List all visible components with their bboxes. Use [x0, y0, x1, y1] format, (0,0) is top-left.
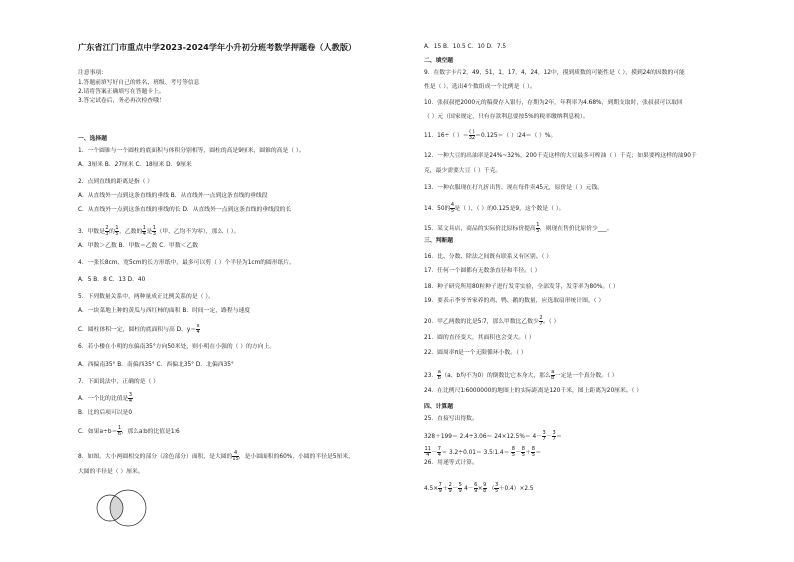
text-run: 328＋199＝ 2.4÷3.06＝ 24×12.5%＝ 4－	[424, 434, 542, 440]
text-run: A．西偏南35° B．南偏西35° C．西偏北35° D．北偏西35°	[78, 362, 234, 368]
text-run: （	[486, 486, 495, 492]
fraction-numerator: 1	[115, 225, 119, 231]
text-run: A．一块菜地上种的黄瓜与西红柿的面积 B．时间一定，路程与速度	[78, 308, 251, 314]
question-line	[424, 350, 527, 357]
question-line	[78, 393, 133, 404]
question-line	[78, 207, 291, 214]
text-run: ＋	[525, 450, 532, 456]
text-run: －	[546, 434, 552, 440]
fraction	[196, 324, 200, 335]
question-line	[424, 100, 683, 107]
question-line	[78, 226, 239, 237]
question-line	[424, 370, 618, 381]
question-line	[78, 193, 268, 200]
fraction-denominator: 4	[128, 398, 133, 404]
fraction-denominator: 5	[521, 452, 525, 458]
fraction-numerator: 2	[105, 225, 109, 231]
text-run: （ ）元（国家规定，只有存款利息要按5%的税率缴纳利息税）。	[424, 114, 589, 120]
fraction-numerator: 1	[536, 222, 540, 228]
text-run: 一、选择题	[78, 136, 107, 142]
text-run: 四、计算题	[424, 404, 453, 410]
text-run: ×	[477, 486, 483, 492]
text-run: ＝0.125＝（ ）∶24＝（ ）%。	[475, 133, 557, 139]
question-line	[78, 426, 180, 437]
question-line	[424, 185, 603, 192]
fraction-numerator: 1	[142, 225, 146, 231]
fraction-denominator: 6	[117, 431, 122, 437]
question-line	[78, 179, 153, 186]
fraction-denominator: 5	[494, 488, 499, 494]
fraction-numerator: 9	[483, 482, 487, 488]
text-run: （甲、乙均不为零），那么（ ）。	[156, 229, 240, 235]
fraction-numerator: 4	[450, 202, 455, 208]
fraction-denominator: 5	[536, 228, 540, 234]
fraction-numerator: 3	[552, 430, 556, 436]
fraction-denominator: 15	[232, 456, 239, 462]
section-heading	[424, 404, 453, 411]
question-line	[424, 44, 506, 51]
fraction-denominator: 9	[438, 488, 442, 494]
text-run: 12．一种大豆的出油率是24%~32%，200千克这样的大豆最多可榨油（ ）千克；如果要榨这样的油90千	[424, 153, 697, 159]
text-run: 性是（ ），选出4个数组成一个比例是（ ）。	[424, 84, 536, 90]
question-line	[424, 447, 541, 458]
fraction-numerator: 2	[448, 482, 452, 488]
text-run: 。（ ）	[543, 319, 560, 325]
fraction-denominator: 3	[152, 231, 156, 237]
text-run: A．15 B．10.5 C．10 D．7.5	[424, 44, 507, 50]
text-run: 24．在比例尺1∶6000000的地图上的实际距离是120千米，图上距离为20厘米。（ ）	[424, 388, 643, 394]
fraction-numerator: 2	[539, 315, 543, 321]
fraction-numerator: 8	[521, 446, 525, 452]
fraction-numerator: x	[196, 323, 200, 329]
text-run: 3．甲数是	[78, 229, 105, 235]
text-run: ＋0.4）×2.5	[498, 486, 534, 492]
question-line	[424, 254, 552, 261]
question-line	[424, 114, 589, 121]
fraction-denominator: 4	[196, 329, 200, 335]
section-heading	[424, 238, 453, 245]
text-run: 克，最少需要大豆（ ）千克。	[424, 168, 502, 174]
text-run: 21．圆的直径变大，其面积也会变大。（ ）	[424, 335, 535, 341]
question-line	[424, 203, 564, 214]
question-line	[424, 335, 535, 342]
fraction-denominator: 5	[511, 452, 515, 458]
question-line	[424, 316, 559, 327]
left-column	[78, 0, 390, 562]
text-run: 一定是一个真分数。（ ）	[554, 373, 618, 379]
fraction-denominator: 7	[552, 436, 556, 442]
question-line	[424, 153, 697, 160]
text-run: A．甲数＞乙数 B．甲数＝乙数 C．甲数＜乙数	[78, 243, 199, 249]
fraction-numerator: 4	[234, 450, 238, 456]
question-line	[424, 168, 501, 175]
text-run: 是	[146, 229, 153, 235]
question-line	[78, 162, 192, 169]
question-line	[78, 379, 159, 386]
text-run: 20．甲乙两数的比是5∶7，那么甲数比乙数少	[424, 319, 539, 325]
fraction-numerator: 1	[117, 425, 122, 431]
section-heading	[424, 58, 453, 65]
notice-item: 2.请将答案正确填写在答题卡上。	[78, 89, 165, 95]
question-line	[78, 344, 275, 351]
question-line	[78, 451, 354, 462]
fraction-numerator: 3	[542, 430, 546, 436]
fraction-numerator: ( )	[469, 129, 475, 135]
question-line	[424, 284, 619, 291]
fraction-denominator: 5	[115, 231, 119, 237]
text-run: C．圆柱体积一定，圆柱的底面积与高 D．y＝	[78, 327, 197, 333]
right-column	[424, 0, 744, 562]
text-run: 23．	[424, 373, 438, 379]
text-run: 9．在数字卡片2，49，51，1，17，4，24，12中，摸到质数的可能性是（ ），摸到24的因数的可能	[424, 70, 685, 76]
text-run: －	[431, 450, 438, 456]
fraction-denominator: b	[437, 375, 441, 381]
text-run: 17．任何一个圆都有无数条直径和半径。（ ）	[424, 268, 541, 274]
fraction-numerator: 5	[458, 482, 462, 488]
fraction-numerator: 1	[152, 225, 156, 231]
fraction-denominator: 5	[531, 452, 535, 458]
text-run: 15．某文具店，商品的实际价比原标价提高	[424, 226, 536, 232]
fraction-denominator: 9	[458, 488, 462, 494]
text-run: ，则现在售价比原价少___。	[539, 226, 613, 232]
fraction-denominator: 32	[468, 135, 476, 141]
text-run: 25．直接写出得数。	[424, 416, 478, 422]
question-line	[424, 416, 478, 423]
venn-figure	[94, 482, 154, 530]
question-line	[78, 243, 198, 250]
text-run: 的	[109, 229, 115, 235]
fraction-denominator: 8	[483, 488, 487, 494]
question-line	[78, 308, 250, 315]
question-line	[424, 388, 642, 395]
text-run: 7．下面说法中，正确的是（ ）	[78, 379, 159, 385]
fraction-denominator: 9	[448, 488, 452, 494]
text-run: 4.5×	[424, 486, 439, 492]
text-run: 26．用递等式计算。	[424, 460, 478, 466]
text-run: 8．如图，大小两圆相交的部分（涂色部分）面积，是大圆的	[78, 454, 233, 460]
text-run: ，是小圆面积的60%，小圆的半径是5厘米，	[238, 454, 354, 460]
section-heading	[78, 136, 107, 143]
fraction-numerator: 7	[437, 446, 441, 452]
text-run: 14．50的	[424, 206, 451, 212]
question-line	[424, 483, 534, 494]
text-run: 16．比、分数、除法之间既有联系又有区别。（ ）	[424, 254, 553, 260]
question-line	[78, 260, 295, 267]
fraction-denominator: 7	[539, 321, 543, 327]
text-run: 1．一个圆锥与一个圆柱的底面积与体积分别相等，圆柱的高是9厘米，圆锥的高是（ ）。	[78, 148, 305, 154]
question-line	[424, 460, 478, 467]
question-line	[424, 431, 562, 442]
text-run: 4．一张长8cm、宽5cm的长方形纸中，最多可以剪（ ）个半径为1cm的圆形纸片。	[78, 260, 296, 266]
text-run: 6．若小楼在小明的东偏南35°方向50米处，则小明在小强的（ ）的方向上。	[78, 344, 276, 350]
text-run: A．一个比的比值是	[78, 396, 129, 402]
text-run: B．比的后项可以是0	[78, 410, 133, 416]
text-run: 4－	[462, 486, 474, 492]
text-run: 2．点到直线的距离是指（ ）	[78, 179, 154, 185]
fraction-denominator: 4	[426, 452, 430, 458]
notice-heading: 注意事项:	[78, 70, 104, 76]
question-line	[424, 130, 556, 141]
text-run: A．从直线外一点到这条直线的垂线 B．从直线外一点到这条直线的垂线段	[78, 193, 268, 199]
text-run: －	[452, 486, 459, 492]
fraction-denominator: 3	[105, 231, 109, 237]
fraction-numerator: a	[551, 369, 555, 375]
text-run: 10．张叔叔把2000元的稿费存入银行，存期为2年，年利率为4.68%，到期支取时，张叔叔可以取回	[424, 100, 683, 106]
text-run: C．如果a÷b＝	[78, 429, 118, 435]
text-run: ＝ 3.2÷0.01＝ 3.5∶1.4＝	[441, 450, 512, 456]
text-run: 5．下列数量关系中，两种量成正比例关系的是（ ）。	[78, 294, 214, 300]
fraction-numerator: 8	[531, 446, 535, 452]
fraction-numerator: 6	[474, 482, 478, 488]
text-run: ＝	[556, 434, 562, 440]
text-run: 是（ ），（ ）的0.125是9，这个数是（ ）。	[454, 206, 565, 212]
text-run: ＋	[442, 486, 449, 492]
question-line	[424, 298, 604, 305]
notice-item: 3.答完试卷后，务必再次检查哦！	[78, 98, 165, 104]
question-line	[78, 324, 200, 335]
fraction-numerator: a	[437, 369, 441, 375]
text-run: 22．圆周率π是一个无限循环小数。（ ）	[424, 350, 527, 356]
fraction-numerator: 3	[128, 392, 133, 398]
question-line	[78, 410, 132, 417]
text-run: 二、填空题	[424, 58, 453, 64]
question-line	[78, 469, 144, 476]
text-run: 13．一种衣服现在打九折出售，现在每件卖45元，原价是（ ）元钱。	[424, 185, 603, 191]
question-line	[424, 84, 536, 91]
text-run: ＝	[535, 450, 542, 456]
fraction-denominator: b	[551, 375, 555, 381]
notice-item: 1.答题前填写好自己的姓名、班级、考号等信息	[78, 80, 200, 86]
text-run: （a、b均不为0）的倒数比它本身大，那么	[441, 373, 551, 379]
page-title: 广东省江门市重点中学2023-2024学年小升初分班考数学押题卷（人教版）	[78, 42, 357, 52]
question-line	[424, 223, 612, 234]
question-line	[78, 277, 145, 284]
text-run: －	[515, 450, 522, 456]
text-run: A．3厘米 B．27厘米 C．18厘米 D．9厘米	[78, 162, 192, 168]
fraction-numerator: 11	[424, 446, 431, 452]
question-line	[424, 268, 540, 275]
text-run: ，乙数的	[119, 229, 143, 235]
fraction-denominator: 4	[142, 231, 146, 237]
text-run: ，那么a∶b的比值是1∶6	[121, 429, 180, 435]
text-run: C．从直线外一点到这条直线的垂线的长 D．从直线外一点到这条直线的垂线段的长	[78, 207, 292, 213]
fraction-denominator: 5	[450, 208, 455, 214]
text-run: 大圆的半径是（ ）厘米。	[78, 469, 144, 475]
fraction-numerator: 8	[511, 446, 515, 452]
text-run: 18．种子研究所用80粒种子进行发芽实验，全部发芽，发芽率为80%。（ ）	[424, 284, 619, 290]
fraction-denominator: 9	[474, 488, 478, 494]
question-line	[78, 148, 305, 155]
text-run: 19．要表示李爷爷家养的鸡、鸭、鹅的数量，应选取扇形统计图。（ ）	[424, 298, 605, 304]
fraction	[128, 393, 132, 404]
question-line	[78, 362, 234, 369]
fraction-numerator: 7	[438, 482, 442, 488]
text-run: 11．16÷（ ）＝	[424, 133, 469, 139]
text-run: 三、判断题	[424, 238, 453, 244]
fraction-numerator: 3	[494, 482, 499, 488]
fraction-denominator: 4	[437, 452, 441, 458]
fraction-denominator: 7	[542, 436, 546, 442]
text-run: A．5 B．8 C．13 D．40	[78, 277, 146, 283]
question-line	[78, 294, 214, 301]
question-line	[424, 70, 685, 77]
